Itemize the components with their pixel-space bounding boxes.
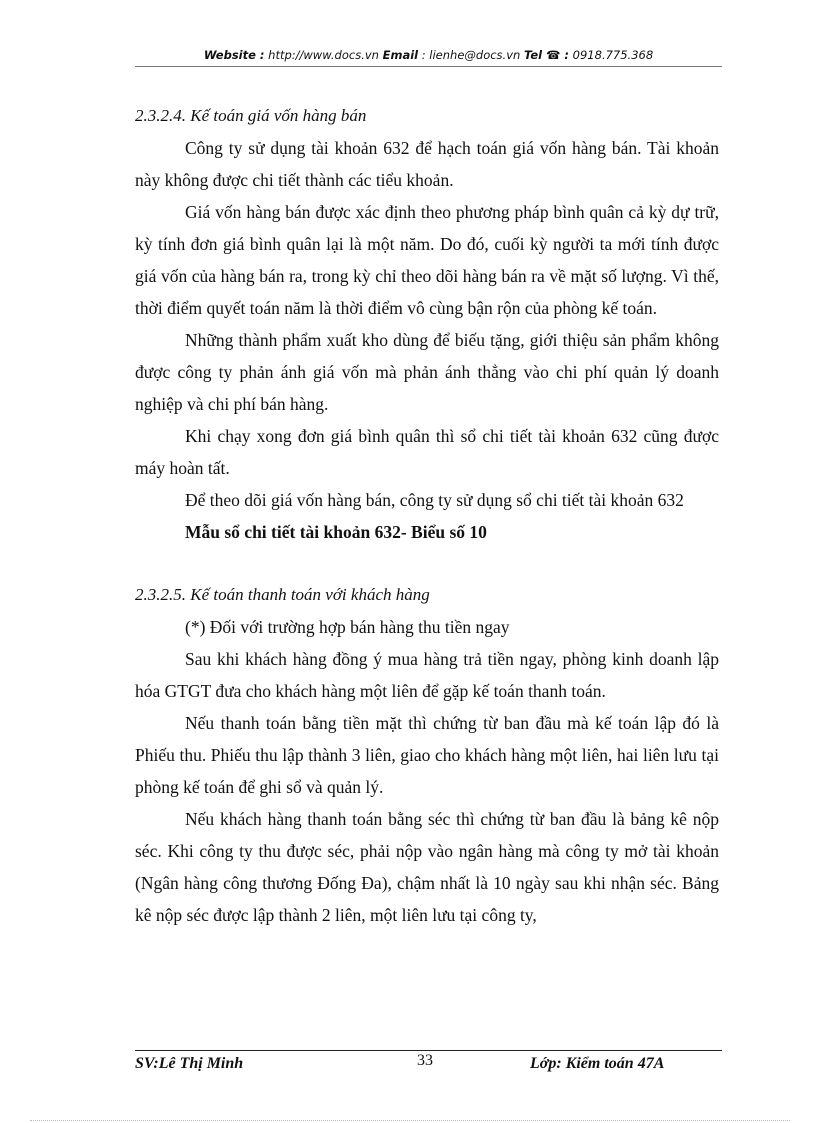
website-label: Website : bbox=[203, 48, 265, 62]
paragraph: Sau khi khách hàng đồng ý mua hàng trả tiền ngay, phòng kinh doanh lập hóa GTGT đưa cho khách hàng một liên để gặp kế toán thanh toán. bbox=[135, 649, 719, 701]
email-label: Email bbox=[382, 48, 419, 62]
page-number: 33 bbox=[417, 1052, 433, 1069]
section-heading-cost-of-goods: 2.3.2.4. Kế toán giá vốn hàng bán bbox=[135, 106, 367, 125]
subheading-cash-sales: (*) Đối với trường hợp bán hàng thu tiền ngay bbox=[185, 617, 510, 637]
page-bottom-border bbox=[30, 1120, 790, 1121]
paragraph: Những thành phẩm xuất kho dùng để biếu tặng, giới thiệu sản phẩm không được công ty phản ánh giá vốn mà phản ánh thẳng vào chi phí quản lý doanh nghiệp và chi phí bán hàng. bbox=[135, 330, 719, 414]
website-url[interactable]: http://www.docs.vn bbox=[268, 48, 379, 62]
footer-class: Lớp: Kiểm toán 47A bbox=[530, 1055, 665, 1072]
page-header bbox=[135, 48, 722, 62]
spacer bbox=[135, 548, 719, 579]
tel-label: Tel ☎ : bbox=[523, 48, 570, 62]
footer-divider bbox=[135, 1050, 722, 1051]
paragraph: Công ty sử dụng tài khoản 632 để hạch toán giá vốn hàng bán. Tài khoản này không được chi tiết thành các tiểu khoản. bbox=[135, 138, 719, 190]
paragraph: Giá vốn hàng bán được xác định theo phương pháp bình quân cả kỳ dự trữ, kỳ tính đơn giá bình quân lại là một năm. Do đó, cuối kỳ người ta mới tính được giá vốn của hàng bán ra, trong kỳ chỉ theo dõi hàng bán ra về mặt số lượng. Vì thế, thời điểm quyết toán năm là thời điểm vô cùng bận rộn của phòng kế toán. bbox=[135, 202, 719, 318]
paragraph: Để theo dõi giá vốn hàng bán, công ty sử dụng sổ chi tiết tài khoản 632 bbox=[185, 490, 684, 510]
header-divider bbox=[135, 66, 722, 67]
page-body bbox=[135, 100, 719, 931]
paragraph: Nếu thanh toán bằng tiền mặt thì chứng từ ban đầu mà kế toán lập đó là Phiếu thu. Phiếu thu lập thành 3 liên, giao cho khách hàng một liên, hai liên lưu tại phòng kế toán để ghi sổ và quản lý. bbox=[135, 713, 719, 797]
email-value[interactable]: : lienhe@docs.vn bbox=[421, 48, 521, 62]
section-heading-customer-payment: 2.3.2.5. Kế toán thanh toán với khách hàng bbox=[135, 585, 430, 604]
form-reference-bold: Mẫu sổ chi tiết tài khoản 632- Biểu số 10 bbox=[185, 522, 487, 542]
footer-student-name: SV:Lê Thị Minh bbox=[135, 1055, 244, 1072]
tel-value: 0918.775.368 bbox=[572, 48, 654, 62]
paragraph: Khi chạy xong đơn giá bình quân thì sổ chi tiết tài khoản 632 cũng được máy hoàn tất. bbox=[135, 426, 719, 478]
paragraph: Nếu khách hàng thanh toán bằng séc thì chứng từ ban đầu là bảng kê nộp séc. Khi công ty thu được séc, phải nộp vào ngân hàng mà công ty mở tài khoản (Ngân hàng công thương Đống Đa), chậm nhất là 10 ngày sau khi nhận séc. Bảng kê nộp séc được lập thành 2 liên, một liên lưu tại công ty, bbox=[135, 809, 719, 925]
